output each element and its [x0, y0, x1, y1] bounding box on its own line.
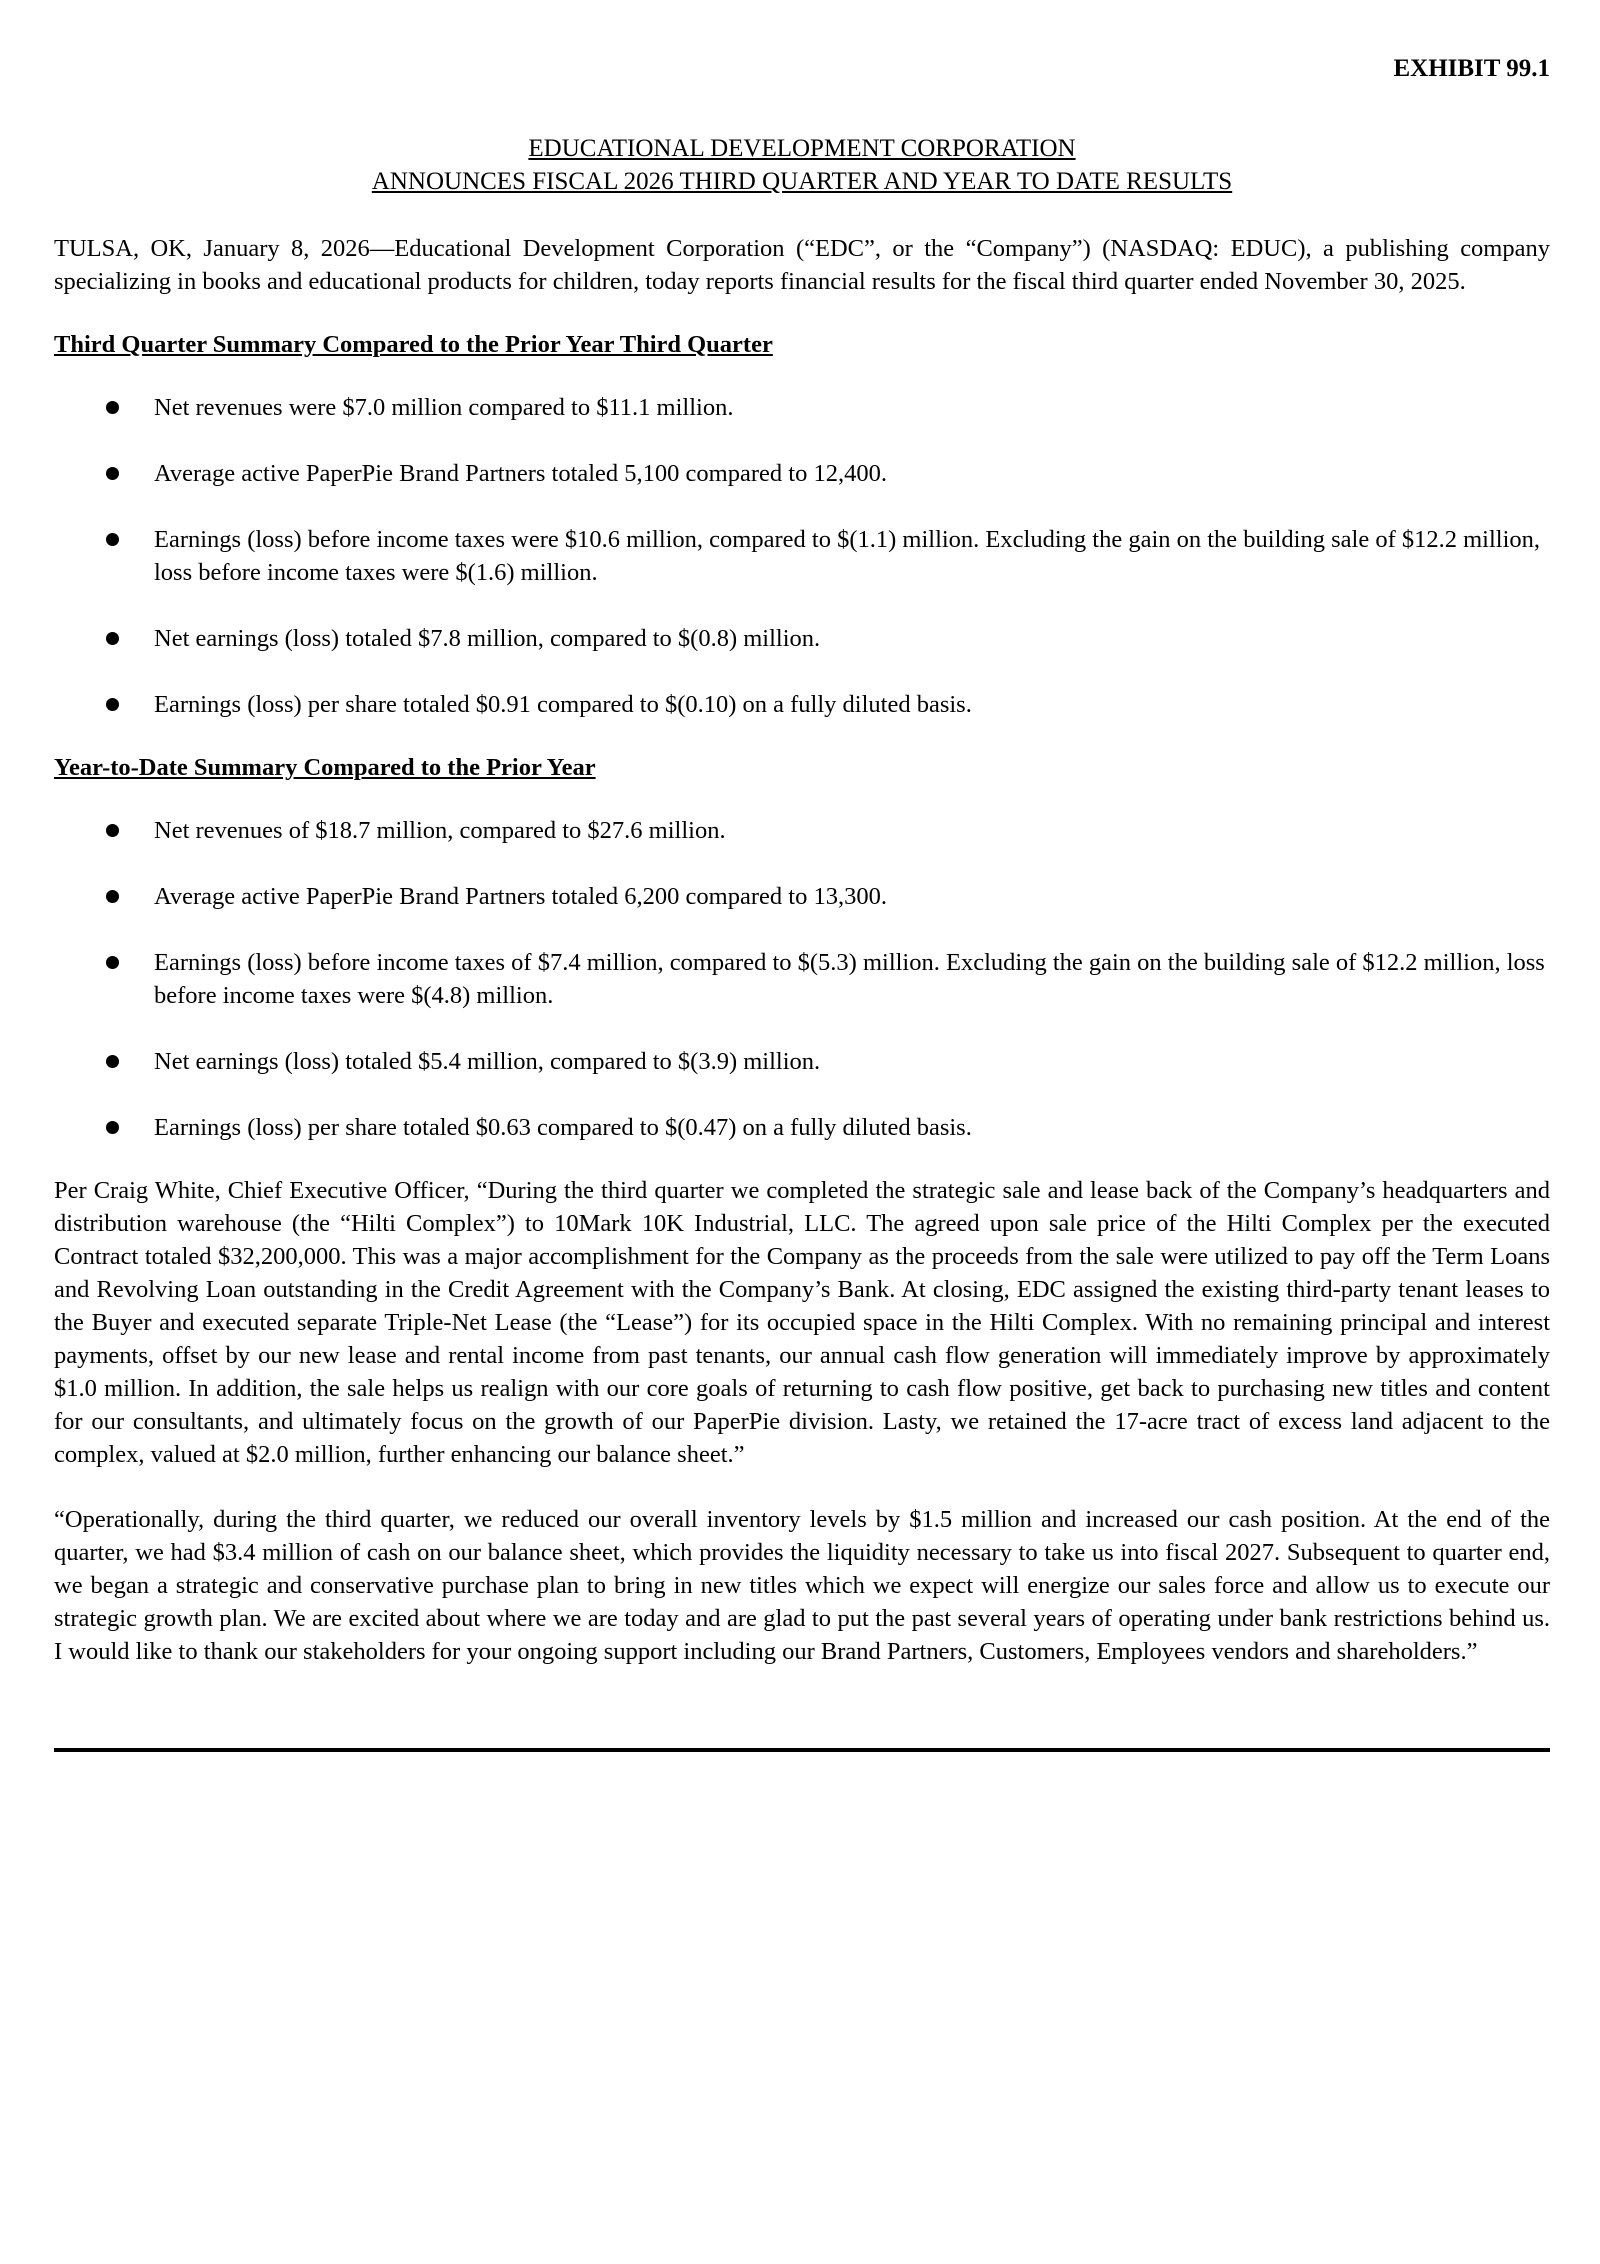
list-item-text: Average active PaperPie Brand Partners totaled 5,100 compared to 12,400. — [154, 460, 887, 487]
bullet-icon — [106, 1055, 119, 1068]
bullet-icon — [106, 1121, 119, 1134]
list-item — [54, 523, 1550, 589]
q3-summary-heading: Third Quarter Summary Compared to the Prior Year Third Quarter — [54, 331, 773, 358]
bullet-icon — [106, 890, 119, 903]
bullet-icon — [106, 401, 119, 414]
q3-summary-list — [54, 391, 1550, 721]
list-item-text: Net earnings (loss) totaled $7.8 million, compared to $(0.8) million. — [154, 625, 821, 652]
bullet-icon — [106, 824, 119, 837]
bullet-icon — [106, 467, 119, 480]
list-item — [54, 1045, 1550, 1078]
intro-paragraph: TULSA, OK, January 8, 2026—Educational Development Corporation (“EDC”, or the “Company”) (NASDAQ: EDUC), a publishing company specializing in books and educational products for children, today reports financial results for the fiscal third quarter ended November 30, 2025. — [54, 235, 1550, 295]
list-item-text: Earnings (loss) before income taxes of $7.4 million, compared to $(5.3) million. Excluding the gain on the building sale of $12.2 million, loss before income taxes were $(4.8) million. — [154, 949, 1545, 1009]
bullet-icon — [106, 698, 119, 711]
list-item-text: Earnings (loss) per share totaled $0.91 compared to $(0.10) on a fully diluted basis. — [154, 691, 972, 718]
title-line-1: EDUCATIONAL DEVELOPMENT CORPORATION — [528, 135, 1076, 162]
list-item — [54, 946, 1550, 1012]
title-line-2: ANNOUNCES FISCAL 2026 THIRD QUARTER AND YEAR TO DATE RESULTS — [371, 168, 1233, 195]
section-divider — [54, 1748, 1550, 1752]
list-item — [54, 688, 1550, 721]
list-item-text: Earnings (loss) before income taxes were $10.6 million, compared to $(1.1) million. Excluding the gain on the building sale of $12.2 million, loss before income taxes were $(1.6) million. — [154, 526, 1541, 586]
list-item-text: Net revenues were $7.0 million compared to $11.1 million. — [154, 394, 734, 421]
ytd-summary-list — [54, 814, 1550, 1144]
list-item-text: Net revenues of $18.7 million, compared to $27.6 million. — [154, 817, 726, 844]
bullet-icon — [106, 632, 119, 645]
list-item — [54, 457, 1550, 490]
list-item — [54, 814, 1550, 847]
press-release-title — [54, 132, 1550, 198]
list-item — [54, 622, 1550, 655]
exhibit-label: EXHIBIT 99.1 — [1393, 55, 1550, 82]
document-page — [54, 52, 1550, 1752]
list-item-text: Average active PaperPie Brand Partners totaled 6,200 compared to 13,300. — [154, 883, 887, 910]
bullet-icon — [106, 533, 119, 546]
list-item-text: Earnings (loss) per share totaled $0.63 compared to $(0.47) on a fully diluted basis. — [154, 1114, 972, 1141]
list-item — [54, 1111, 1550, 1144]
bullet-icon — [106, 956, 119, 969]
operations-quote-paragraph: “Operationally, during the third quarter, we reduced our overall inventory levels by $1.5 million and increased our cash position. At the end of the quarter, we had $3.4 million of cash on our balance sheet, which provides the liquidity necessary to take us into fiscal 2027. Subsequent to quarter end, we began a strategic and conservative purchase plan to bring in new titles which we expect will energize our sales force and allow us to execute our strategic growth plan. We are excited about where we are today and are glad to put the past several years of operating under bank restrictions behind us. I would like to thank our stakeholders for your ongoing support including our Brand Partners, Customers, Employees vendors and shareholders.” — [54, 1506, 1550, 1665]
list-item — [54, 391, 1550, 424]
ytd-summary-heading: Year-to-Date Summary Compared to the Prior Year — [54, 754, 596, 781]
list-item — [54, 880, 1550, 913]
list-item-text: Net earnings (loss) totaled $5.4 million, compared to $(3.9) million. — [154, 1048, 821, 1075]
ceo-quote-paragraph: Per Craig White, Chief Executive Officer, “During the third quarter we completed the strategic sale and lease back of the Company’s headquarters and distribution warehouse (the “Hilti Complex”) to 10Mark 10K Industrial, LLC. The agreed upon sale price of the Hilti Complex per the executed Contract totaled $32,200,000. This was a major accomplishment for the Company as the proceeds from the sale were utilized to pay off the Term Loans and Revolving Loan outstanding in the Credit Agreement with the Company’s Bank. At closing, EDC assigned the existing third-party tenant leases to the Buyer and executed separate Triple-Net Lease (the “Lease”) for its occupied space in the Hilti Complex. With no remaining principal and interest payments, offset by our new lease and rental income from past tenants, our annual cash flow generation will immediately improve by approximately $1.0 million. In addition, the sale helps us realign with our core goals of returning to cash flow positive, get back to purchasing new titles and content for our consultants, and ultimately focus on the growth of our PaperPie division. Lasty, we retained the 17-acre tract of excess land adjacent to the complex, valued at $2.0 million, further enhancing our balance sheet.” — [54, 1177, 1550, 1468]
